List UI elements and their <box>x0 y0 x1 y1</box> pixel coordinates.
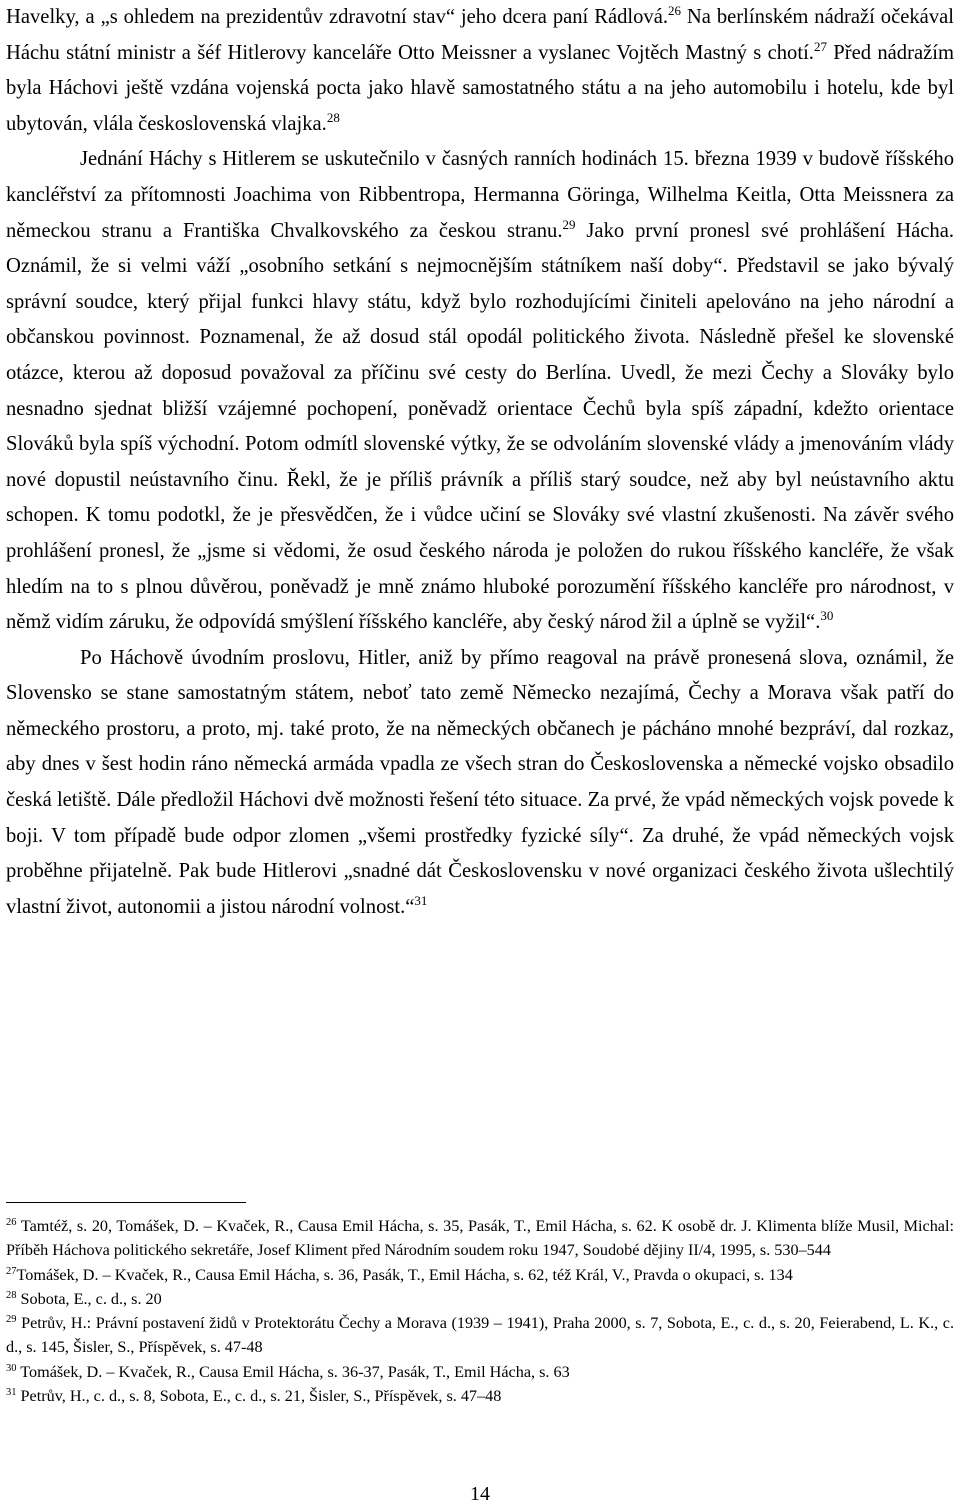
footnote-reference: 28 <box>326 109 340 125</box>
footnote-text: Tomášek, D. – Kvaček, R., Causa Emil Hácha, s. 36, Pasák, T., Emil Hácha, s. 62, též Král, V., Pravda o okupaci, s. 134 <box>16 1265 793 1284</box>
footnote <box>6 1287 954 1311</box>
footnote <box>6 1360 954 1384</box>
footnote-number: 27 <box>6 1265 17 1277</box>
body-paragraph <box>6 142 954 640</box>
footnote-text: Sobota, E., c. d., s. 20 <box>16 1289 162 1308</box>
footnote-number: 29 <box>6 1314 17 1326</box>
text-run: Před nádražím byla Háchovi ještě vzdána vojenská pocta jako hlavě samostatného státu a na jeho automobilu i hotelu, kde byl ubytován, vlála československá vlajka. <box>6 41 954 135</box>
footnote <box>6 1263 954 1287</box>
footnote-number: 28 <box>6 1289 17 1301</box>
footnote-reference: 27 <box>813 38 827 54</box>
text-run: Jako první pronesl své prohlášení Hácha. Oznámil, že si velmi váží „osobního setkání s nejmocnějším státníkem naší doby“. Představil se jako bývalý správní soudce, který přijal funkci hlavy státu, když bylo rozhodujícími činiteli apelováno na jeho národní a občanskou povinnost. Poznamenal, že až dosud stál opodál politického života. Následně přešel ke slovenské otázce, kterou až doposud považoval za příčinu své cesty do Berlína. Uvedl, že mezi Čechy a Slováky bylo nesnadno sjednat bližší vzájemné pochopení, poněvadž orientace Čechů byla spíš západní, kdežto orientace Slováků byla spíš východní. Potom odmítl slovenské výtky, že se odvoláním slovenské vlády a jmenováním vlády nové dopustil neústavního činu. Řekl, že je příliš právník a příliš starý soudce, než aby byl neústavního aktu schopen. K tomu podotkl, že je přesvědčen, že i vůdce učiní se Slováky své vlastní zkušenosti. Na závěr svého prohlášení pronesl, že „jsme si vědomi, že osud českého národa je položen do rukou říšského kancléře, že však hledím na to s plnou důvěrou, poněvadž je mně známo hluboké porozumění říšského kancléře pro národnost, v němž vidím záruku, že odpovídá smýšlení říšského kancléře, aby český národ žil a úplně se vyžil“. <box>6 219 954 634</box>
footnote-text: Petrův, H.: Právní postavení židů v Protektorátu Čechy a Morava (1939 – 1941), Praha 2000, s. 7, Sobota, E., c. d., s. 20, Feierabend, L. K., c. d., s. 145, Šisler, S., Příspěvek, s. 47-48 <box>6 1314 954 1357</box>
footnotes <box>6 1214 954 1408</box>
footnote <box>6 1214 954 1263</box>
footnote-text: Petrův, H., c. d., s. 8, Sobota, E., c. d., s. 21, Šisler, S., Příspěvek, s. 47–48 <box>16 1387 502 1406</box>
footnote-number: 30 <box>6 1362 17 1374</box>
page-number: 14 <box>470 1483 490 1505</box>
footnote <box>6 1384 954 1408</box>
main-text <box>6 0 954 925</box>
body-paragraph <box>6 641 954 926</box>
footnote-text: Tamtéž, s. 20, Tomášek, D. – Kvaček, R., Causa Emil Hácha, s. 35, Pasák, T., Emil Hácha, s. 62. K osobě dr. J. Klimenta blíže Musil, Michal: Příběh Háchova politického sekretáře, Josef Kliment před Národním soudem roku 1947, Soudobé dějiny II/4, 1995, s. 530–544 <box>6 1217 954 1260</box>
footnote-reference: 31 <box>414 892 428 908</box>
text-run: Jednání Háchy s Hitlerem se uskutečnilo v časných ranních hodinách 15. března 1939 v budově říšského kancléřství za přítomnosti Joachima von Ribbentropa, Hermanna Göringa, Wilhelma Keitla, Otta Meissnera za německou stranu a Františka Chvalkovského za českou stranu. <box>6 148 954 242</box>
footnote-number: 31 <box>6 1387 17 1399</box>
footnote-reference: 30 <box>820 608 834 624</box>
footnote-text: Tomášek, D. – Kvaček, R., Causa Emil Hácha, s. 36-37, Pasák, T., Emil Hácha, s. 63 <box>16 1362 570 1381</box>
footnote <box>6 1311 954 1360</box>
text-run: Po Háchově úvodním proslovu, Hitler, aniž by přímo reagoval na právě pronesená slova, oznámil, že Slovensko se stane samostatným státem, neboť tato země Německo nezajímá, Čechy a Morava však patří do německého prostoru, a proto, mj. také proto, že na německých občanech je pácháno mnohé bezpráví, dal rozkaz, aby dnes v šest hodin ráno německá armáda vpadla ze všech stran do Československa a německé vojsko obsadilo česká letiště. Dále předložil Háchovi dvě možnosti řešení této situace. Za prvé, že vpád německých vojsk povede k boji. V tom případě bude odpor zlomen „všemi prostředky fyzické síly“. Za druhé, že vpád německých vojsk proběhne přijatelně. Pak bude Hitlerovi „snadné dát Československu v nové organizaci českého života ušlechtilý vlastní život, autonomii a jistou národní volnost.“ <box>6 646 954 918</box>
text-run: Havelky, a „s ohledem na prezidentův zdravotní stav“ jeho dcera paní Rádlová. <box>6 6 668 28</box>
footnote-number: 26 <box>6 1217 17 1228</box>
footnote-reference: 29 <box>562 216 576 232</box>
body-paragraph <box>6 0 954 142</box>
footnote-reference: 26 <box>667 3 681 18</box>
footnote-separator <box>6 1202 246 1203</box>
text-run: Na berlínském nádraží očekával Háchu státní ministr a šéf Hitlerovy kanceláře Otto Meissner a vyslanec Vojtěch Mastný s chotí. <box>6 6 954 64</box>
